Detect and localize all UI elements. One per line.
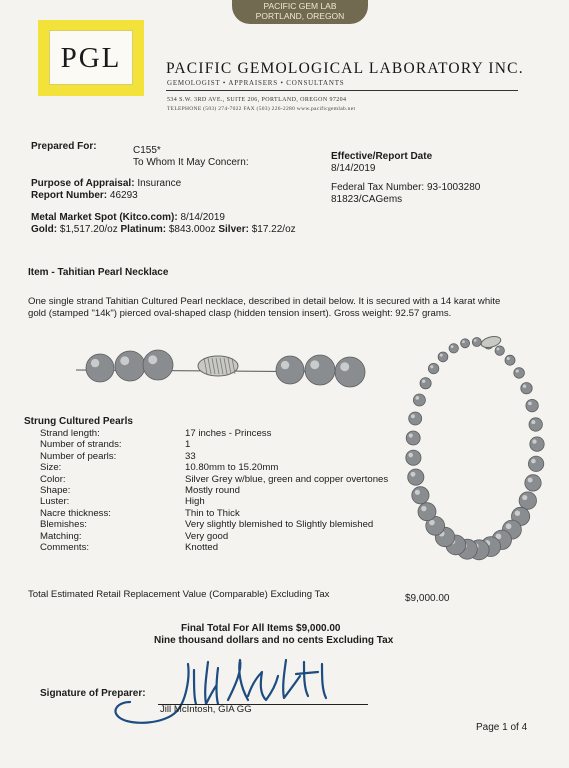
silver-label: Silver: [218, 224, 249, 235]
spec-value: 1 [185, 439, 191, 451]
preparer-name: Jill McIntosh, GIA GG [160, 704, 252, 715]
pearl-bead [406, 431, 420, 445]
pearl-highlight [120, 356, 129, 365]
pearl-bead [526, 399, 538, 411]
pearl-highlight [474, 339, 477, 342]
pearl-bead [409, 412, 422, 425]
pearl-highlight [340, 362, 349, 371]
pearl-highlight [515, 510, 520, 515]
pearl-highlight [411, 414, 415, 418]
tax-code: 81823/CAGems [331, 194, 403, 205]
pearl-highlight [430, 365, 433, 368]
pearl-highlight [516, 369, 519, 372]
pearl-highlight [91, 359, 99, 367]
pearl-highlight [408, 453, 413, 458]
spec-label: Comments: [40, 542, 90, 553]
company-subtitle: GEMOLOGIST • APPRAISERS • CONSULTANTS [167, 79, 345, 87]
spec-label: Size: [40, 462, 62, 474]
pearl-bead [418, 503, 436, 521]
client-code: C155* [133, 145, 161, 156]
pearl-bead [86, 354, 114, 382]
pearl-highlight [416, 396, 420, 400]
spec-label: Number of strands: [40, 439, 122, 451]
pearl-bead [529, 418, 542, 431]
pearl-bead [276, 356, 304, 384]
spec-value: Knotted [185, 542, 219, 553]
gold-price: $1,517.20/oz [59, 224, 118, 235]
pearl-strand-photo [70, 340, 370, 400]
company-address: 534 S.W. 3RD AVE., SUITE 206, PORTLAND, OREGON 97204 [167, 97, 347, 103]
spec-label: Number of pearls: [40, 450, 117, 462]
pearl-bead [412, 487, 429, 504]
pgl-logo-text: PGL [49, 30, 133, 85]
pearl-bead [438, 352, 448, 362]
tax-number-row [331, 182, 480, 194]
pearl-bead [495, 346, 504, 355]
purpose-value: Insurance [137, 178, 182, 189]
pearl-highlight [528, 402, 532, 406]
final-total: Final Total For All Items $9,000.00 [181, 623, 341, 634]
spec-value: Silver Grey w/blue, green and copper overtones [185, 473, 389, 485]
pearl-highlight [507, 357, 510, 360]
pearl-highlight [281, 361, 289, 369]
spec-value: 10.80mm to 15.20mm [185, 462, 279, 474]
pearl-bead [420, 378, 431, 389]
pearl-highlight [148, 355, 157, 364]
spec-label: Strand length: [40, 428, 100, 439]
tax-number-label: Federal Tax Number: [331, 182, 425, 193]
pearl-bead [521, 383, 532, 394]
metal-market-label: Metal Market Spot (Kitco.com): [31, 212, 178, 223]
pearl-bead [115, 351, 145, 381]
estimated-value-label: Total Estimated Retail Replacement Value (Comparable) Excluding Tax [28, 589, 330, 600]
pearl-bead [335, 357, 365, 387]
pearl-necklace-photo [395, 328, 555, 578]
effective-date: 8/14/2019 [331, 163, 376, 174]
pearl-highlight [415, 490, 420, 495]
spec-label: Nacre thickness: [40, 507, 111, 519]
purpose-row [31, 178, 181, 190]
spec-value: High [185, 496, 205, 508]
metal-market-date: 8/14/2019 [180, 212, 225, 223]
strung-pearls-heading: Strung Cultured Pearls [24, 416, 133, 427]
gold-label: Gold: [31, 224, 58, 235]
pearl-highlight [411, 472, 416, 477]
estimated-value: $9,000.00 [405, 593, 450, 604]
pgl-logo [38, 20, 144, 96]
silver-price: $17.22/oz [251, 224, 296, 235]
pearl-bead [528, 456, 543, 471]
pearl-highlight [422, 380, 425, 383]
pearl-highlight [440, 354, 443, 357]
pearl-highlight [421, 506, 426, 511]
pearl-bead [530, 437, 544, 451]
pearl-highlight [532, 439, 536, 443]
pearl-bead [413, 394, 425, 406]
pearl-highlight [531, 459, 536, 464]
embossed-seal [232, 0, 368, 24]
spec-label: Matching: [40, 530, 82, 542]
metal-market-row [31, 212, 225, 224]
report-number-row [31, 190, 138, 202]
seal-line-1: PACIFIC GEM LAB [263, 1, 337, 11]
pearl-bead [428, 363, 438, 373]
item-title: Item - Tahitian Pearl Necklace [28, 267, 169, 278]
pearl-highlight [409, 433, 413, 437]
pearl-bead [305, 355, 335, 385]
prepared-for-label: Prepared For: [31, 141, 97, 152]
header-divider [166, 90, 518, 91]
pearl-highlight [462, 340, 465, 343]
pearl-bead [449, 344, 458, 353]
pearl-bead [505, 355, 515, 365]
tax-number: 93-1003280 [426, 182, 481, 193]
pearl-bead [461, 339, 470, 348]
pearl-highlight [506, 523, 512, 529]
pearl-bead [525, 475, 541, 491]
spec-value: 17 inches - Princess [185, 428, 272, 439]
pearl-highlight [451, 345, 454, 348]
spec-label: Color: [40, 473, 66, 485]
metal-prices-row [31, 224, 296, 236]
final-total-in-words: Nine thousand dollars and no cents Excluding Tax [154, 635, 394, 646]
report-number: 46293 [109, 190, 138, 201]
pearl-bead [406, 450, 421, 465]
spec-value: Mostly round [185, 485, 240, 496]
platinum-price: $843.00oz [168, 224, 216, 235]
effective-date-label: Effective/Report Date [331, 151, 433, 162]
seal-line-2: PORTLAND, OREGON [255, 11, 345, 21]
recipient: To Whom It May Concern: [133, 157, 249, 168]
signature-label: Signature of Preparer: [40, 688, 146, 699]
spec-label: Blemishes: [40, 519, 87, 531]
platinum-label: Platinum: [120, 224, 167, 235]
pearl-highlight [528, 478, 533, 483]
pearl-highlight [310, 360, 319, 369]
item-description-line-1: One single strand Tahitian Cultured Pearl necklace, described in detail below. It is secured with a 14 karat white [28, 296, 501, 307]
pearl-bead [143, 350, 173, 380]
pearl-bead [519, 492, 536, 509]
spec-value: Very slightly blemished to Slightly blemished [185, 519, 374, 531]
page-number: Page 1 of 4 [476, 722, 528, 733]
pearl-bead [514, 368, 525, 379]
pearl-highlight [523, 384, 526, 387]
spec-label: Shape: [40, 485, 71, 496]
pearl-bead [472, 338, 481, 347]
spec-value: Very good [185, 530, 229, 542]
spec-value: 33 [185, 450, 196, 462]
company-phone: TELEPHONE (503) 274-7022 FAX (503) 226-2280 www.pacificgemlab.net [167, 106, 356, 112]
company-name: PACIFIC GEMOLOGICAL LABORATORY INC. [166, 60, 524, 77]
spec-label: Luster: [40, 496, 70, 508]
handwritten-signature [90, 640, 350, 730]
purpose-label: Purpose of Appraisal: [31, 178, 135, 189]
pearl-bead [408, 469, 424, 485]
pearl-highlight [497, 348, 500, 351]
report-number-label: Report Number: [31, 190, 108, 201]
pearl-highlight [522, 495, 527, 500]
item-description-line-2: gold (stamped "14k") pierced oval-shaped clasp (hidden tension insert). Gross weight: 92.57 grams. [28, 308, 452, 319]
pearl-highlight [531, 420, 535, 424]
spec-value: Thin to Thick [185, 507, 240, 519]
